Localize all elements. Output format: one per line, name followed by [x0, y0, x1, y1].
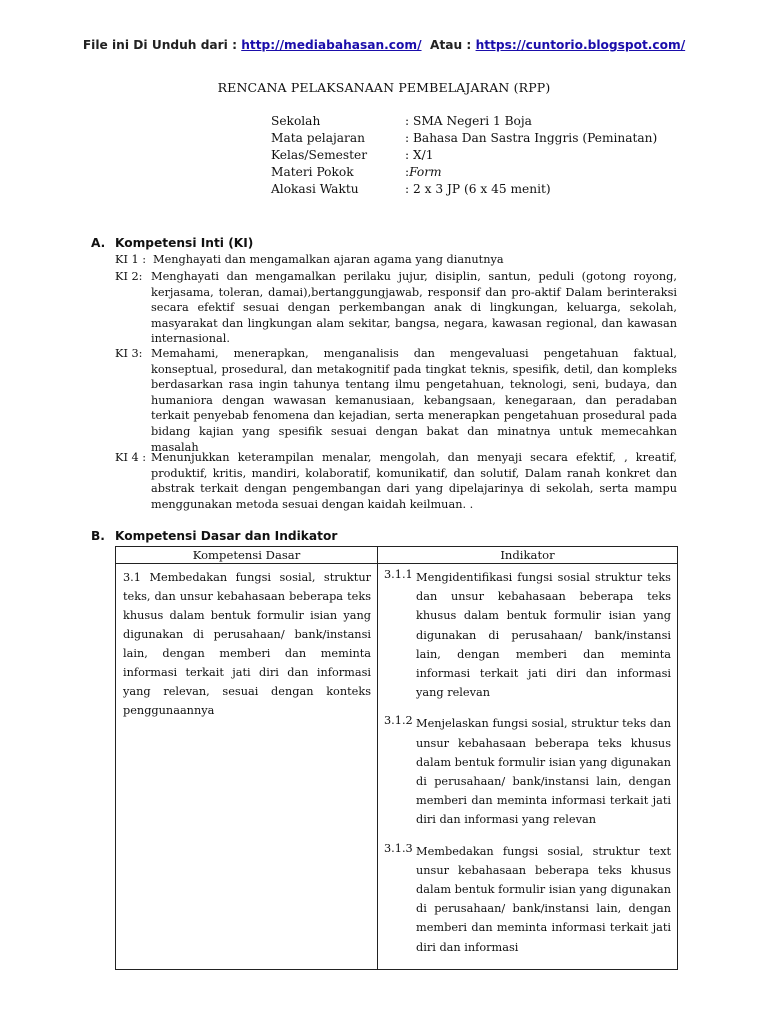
info-value: : Bahasa Dan Sastra Inggris (Peminatan) [405, 131, 658, 145]
header-link-cuntorio[interactable]: https://cuntorio.blogspot.com/ [475, 38, 686, 52]
info-value-italic: Form [409, 165, 442, 179]
info-label: Kelas/Semester [271, 148, 368, 162]
ki-item [115, 252, 677, 268]
indicator-entry [378, 842, 677, 957]
table-header-row [116, 547, 678, 564]
indicator-cell [378, 564, 678, 970]
section-number: B. [91, 529, 105, 543]
info-label: Materi Pokok [271, 165, 354, 179]
column-header-indikator: Indikator [378, 547, 678, 564]
header-middle: Atau : [430, 38, 472, 52]
ki-label: KI 4 : [115, 451, 147, 464]
ki-label: KI 1 : [115, 253, 147, 266]
info-row [271, 113, 657, 130]
indicator-entry [378, 714, 677, 829]
kd-cell [116, 564, 378, 970]
section-title: Kompetensi Dasar dan Indikator [115, 529, 338, 543]
info-value: : X/1 [405, 148, 434, 162]
section-a-heading [91, 236, 253, 250]
identity-block [271, 113, 657, 198]
header-prefix: File ini Di Unduh dari : [82, 38, 237, 52]
info-label: Alokasi Waktu [271, 182, 359, 196]
indicator-code: 3.1.1 [384, 568, 413, 581]
indicator-text: Membedakan fungsi sosial, struktur text unsur kebahasaan beberapa teks khusus dalam bentuk formulir isian yang digunakan di perusahaan/ bank/instansi lain, dengan memberi dan meminta informasi terkait jati diri dan informasi [416, 844, 671, 954]
indicator-code: 3.1.2 [384, 714, 413, 728]
section-title: Kompetensi Inti (KI) [115, 236, 254, 250]
kd-indicator-table [115, 546, 678, 970]
indicator-text: Menjelaskan fungsi sosial, struktur teks dan unsur kebahasaan beberapa teks khusus dalam bentuk formulir isian yang digunakan di perusahaan/ bank/instansi lain, dengan memberi dan meminta informasi terkait jati diri dan informasi yang relevan [416, 717, 671, 827]
info-row [271, 130, 657, 147]
ki-text: Menunjukkan keterampilan menalar, mengolah, dan menyaji secara efektif, , kreatif, produktif, kritis, mandiri, kolaboratif, komunikatif, dan solutif, Dalam ranah konkret dan abstrak terkait dengan pengembangan dari yang dipelajarinya di sekolah, serta mampu menggunakan metoda sesuai dengan kaidah keilmuan. . [151, 451, 677, 511]
info-row [271, 147, 657, 164]
header-link-mediabahasan[interactable]: http://mediabahasan.com/ [241, 38, 422, 52]
indicator-list [378, 564, 677, 957]
ki-item [115, 346, 677, 455]
ki-item [115, 450, 677, 512]
ki-text: Menghayati dan mengamalkan perilaku jujur, disiplin, santun, peduli (gotong royong, kerjasama, toleran, damai),bertanggungjawab, responsif dan pro-aktif Dalam berinteraksi secara efektif sesuai dengan perkembangan anak di lingkungan, keluarga, sekolah, masyarakat dan lingkungan alam sekitar, bangsa, negara, kawasan regional, dan kawasan internasional. [151, 270, 677, 346]
section-b-heading [91, 529, 337, 543]
document-title: RENCANA PELAKSANAAN PEMBELAJARAN (RPP) [217, 80, 551, 95]
ki-text: Memahami, menerapkan, menganalisis dan mengevaluasi pengetahuan faktual, konseptual, prosedural, dan metakognitif pada tingkat teknis, spesifik, detil, dan kompleks berdasarkan rasa ingin tahunya tentang ilmu pengetahuan, teknologi, seni, budaya, dan humaniora dengan wawasan kemanusiaan, kebangsaan, kenegaraan, dan peradaban terkait penyebab fenomena dan kejadian, serta menerapkan pengetahuan prosedural pada bidang kajian yang spesifik sesuai dengan bakat dan minatnya untuk memecahkan masalah [151, 347, 677, 454]
column-header-kompetensi-dasar: Kompetensi Dasar [116, 547, 378, 564]
ki-text: Menghayati dan mengamalkan ajaran agama yang dianutnya [153, 253, 504, 266]
ki-item [115, 269, 677, 347]
indicator-text: Mengidentifikasi fungsi sosial struktur teks dan unsur kebahasaan beberapa teks khusus dalam bentuk formulir isian yang digunakan di perusahaan/ bank/instansi lain, dengan memberi dan meminta informasi terkait jati diri dan informasi yang relevan [416, 571, 671, 700]
table-row [116, 564, 678, 970]
section-number: A. [91, 236, 106, 250]
indicator-code: 3.1.3 [384, 841, 413, 855]
ki-label: KI 3: [115, 347, 143, 360]
info-label: Sekolah [271, 114, 321, 128]
info-value: : 2 x 3 JP (6 x 45 menit) [405, 182, 551, 196]
info-value-prefix: : [405, 165, 410, 179]
ki-label: KI 2: [115, 270, 143, 283]
info-label: Mata pelajaran [271, 131, 365, 145]
download-source-header [0, 38, 768, 52]
indicator-entry [378, 568, 677, 702]
info-value: : SMA Negeri 1 Boja [405, 114, 532, 128]
info-row [271, 181, 657, 198]
kd-text: 3.1 Membedakan fungsi sosial, struktur teks, dan unsur kebahasaan beberapa teks khusus dalam bentuk formulir isian yang digunakan di perusahaan/ bank/instansi lain, dengan memberi dan meminta informasi terkait jati diri dan informasi yang relevan, sesuai dengan konteks penggunaannya [123, 571, 371, 717]
info-row [271, 164, 657, 181]
